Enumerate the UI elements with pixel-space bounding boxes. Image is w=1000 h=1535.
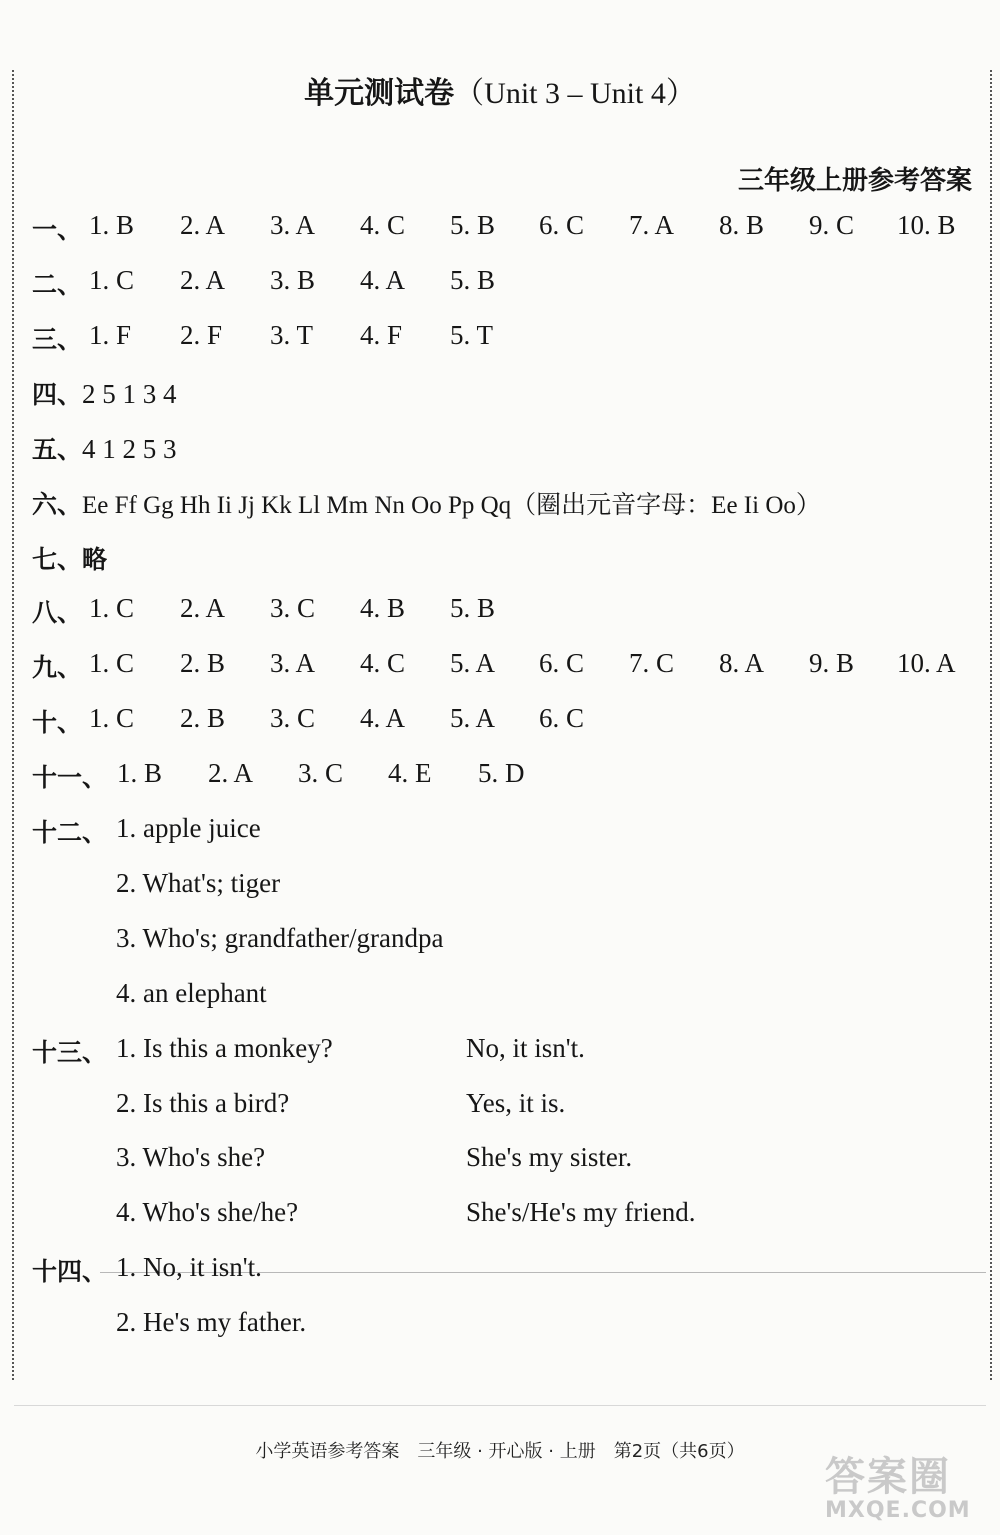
title-cn: 单元测试卷 <box>304 76 455 111</box>
answer-item: 10. A <box>897 648 956 678</box>
answer-item: 10. B <box>897 210 956 240</box>
section-label: 六、 <box>32 490 83 519</box>
answer-item: 1. No, it isn't. <box>116 1252 262 1282</box>
section-3 <box>32 320 980 360</box>
answer-item: 5. T <box>450 320 494 350</box>
watermark-text: 答案圈 <box>825 1454 951 1500</box>
answer-item: 7. A <box>629 210 675 240</box>
answer-item: 6. C <box>539 210 585 240</box>
answer-item: 9. C <box>809 210 855 240</box>
section-label: 八、 <box>32 598 83 627</box>
answer-item: 4. A <box>360 265 406 295</box>
section-8 <box>32 593 980 633</box>
section-6 <box>32 485 980 525</box>
answer-item: 1. C <box>89 703 135 733</box>
answer-item: 3. C <box>270 703 316 733</box>
answer-item: 3. T <box>270 320 314 350</box>
section-label: 五、 <box>32 435 83 464</box>
right-dotted-border <box>990 70 992 1380</box>
section-7 <box>32 540 980 580</box>
section-label: 十一、 <box>32 763 108 792</box>
section-text: 4 1 2 5 3 <box>82 434 177 464</box>
section-11 <box>32 758 980 798</box>
section-text: 2 5 1 3 4 <box>82 379 177 409</box>
answer-item: 6. C <box>539 703 585 733</box>
answer-item: 4. E <box>388 758 432 788</box>
answer-item: No, it isn't. <box>466 1033 585 1063</box>
answer-item: 2. A <box>180 210 226 240</box>
section-2 <box>32 265 980 305</box>
answer-item: 3. B <box>270 265 316 295</box>
answer-item: 1. F <box>89 320 132 350</box>
section-label: 四、 <box>32 380 83 409</box>
section-label: 十二、 <box>32 818 108 847</box>
answer-item: 5. B <box>450 593 496 623</box>
answer-item: 5. A <box>450 703 496 733</box>
question-item: 3. Who's she? <box>116 1142 266 1172</box>
answer-item: 1. B <box>89 210 135 240</box>
footer-divider <box>14 1405 986 1406</box>
question-item: 2. Is this a bird? <box>116 1088 290 1118</box>
answer-item: 2. B <box>180 648 226 678</box>
section-4 <box>32 375 980 415</box>
watermark-url: MXQE.COM <box>825 1498 971 1523</box>
answer-item: 7. C <box>629 648 675 678</box>
section-9 <box>32 648 980 688</box>
answer-item: 5. B <box>450 265 496 295</box>
section-label: 十、 <box>32 708 83 737</box>
answer-item: 4. B <box>360 593 406 623</box>
answer-item: 4. A <box>360 703 406 733</box>
answer-item: 3. A <box>270 210 316 240</box>
answer-item: She's/He's my friend. <box>466 1197 696 1227</box>
answer-item: 3. C <box>270 593 316 623</box>
answer-item: 2. B <box>180 703 226 733</box>
answer-item: 1. C <box>89 648 135 678</box>
answer-item: 8. B <box>719 210 765 240</box>
watermark-logo <box>825 1455 985 1527</box>
question-item: 4. Who's she/he? <box>116 1197 299 1227</box>
answer-item: 2. A <box>180 593 226 623</box>
answer-item: 5. A <box>450 648 496 678</box>
answer-item: 5. D <box>478 758 525 788</box>
subtitle: 三年级上册参考答案 <box>737 166 972 196</box>
section-text: 略 <box>82 545 108 574</box>
answer-item: 2. F <box>180 320 223 350</box>
section-label: 十四、 <box>32 1257 108 1286</box>
answer-item: 1. C <box>89 593 135 623</box>
section-label: 三、 <box>32 325 83 354</box>
section-1 <box>32 210 980 250</box>
section-5 <box>32 430 980 470</box>
answer-item: 4. C <box>360 648 406 678</box>
question-item: 1. Is this a monkey? <box>116 1033 333 1063</box>
answer-item: 2. He's my father. <box>116 1307 307 1337</box>
answer-item: 9. B <box>809 648 855 678</box>
answer-item: 4. C <box>360 210 406 240</box>
section-label: 一、 <box>32 215 83 244</box>
answer-item: 1. C <box>89 265 135 295</box>
answer-item: 3. A <box>270 648 316 678</box>
answer-item: 3. Who's; grandfather/grandpa <box>116 923 444 953</box>
answer-item: 4. an elephant <box>116 978 267 1008</box>
section-label: 九、 <box>32 653 83 682</box>
answer-item: 3. C <box>298 758 344 788</box>
section-text: Ee Ff Gg Hh Ii Jj Kk Ll Mm Nn Oo Pp Qq（圈出元音字母：Ee Ii Oo） <box>82 492 821 519</box>
answer-item: She's my sister. <box>466 1142 633 1172</box>
answer-item: 1. apple juice <box>116 813 261 843</box>
answer-item: 2. A <box>208 758 254 788</box>
answer-item: 2. A <box>180 265 226 295</box>
answer-item: Yes, it is. <box>466 1088 566 1118</box>
page-title <box>0 68 1000 112</box>
section-label: 十三、 <box>32 1038 108 1067</box>
section-label: 二、 <box>32 270 83 299</box>
left-dotted-border <box>12 70 14 1380</box>
answer-item: 5. B <box>450 210 496 240</box>
section-10 <box>32 703 980 743</box>
answer-item: 6. C <box>539 648 585 678</box>
page-footer: 小学英语参考答案 三年级 · 开心版 · 上册 第2页（共6页） <box>255 1441 745 1462</box>
answer-item: 8. A <box>719 648 765 678</box>
answer-item: 2. What's; tiger <box>116 868 281 898</box>
answer-item: 1. B <box>117 758 163 788</box>
title-unit: （Unit 3 – Unit 4） <box>454 77 696 110</box>
answer-item: 4. F <box>360 320 403 350</box>
section-label: 七、 <box>32 545 83 574</box>
